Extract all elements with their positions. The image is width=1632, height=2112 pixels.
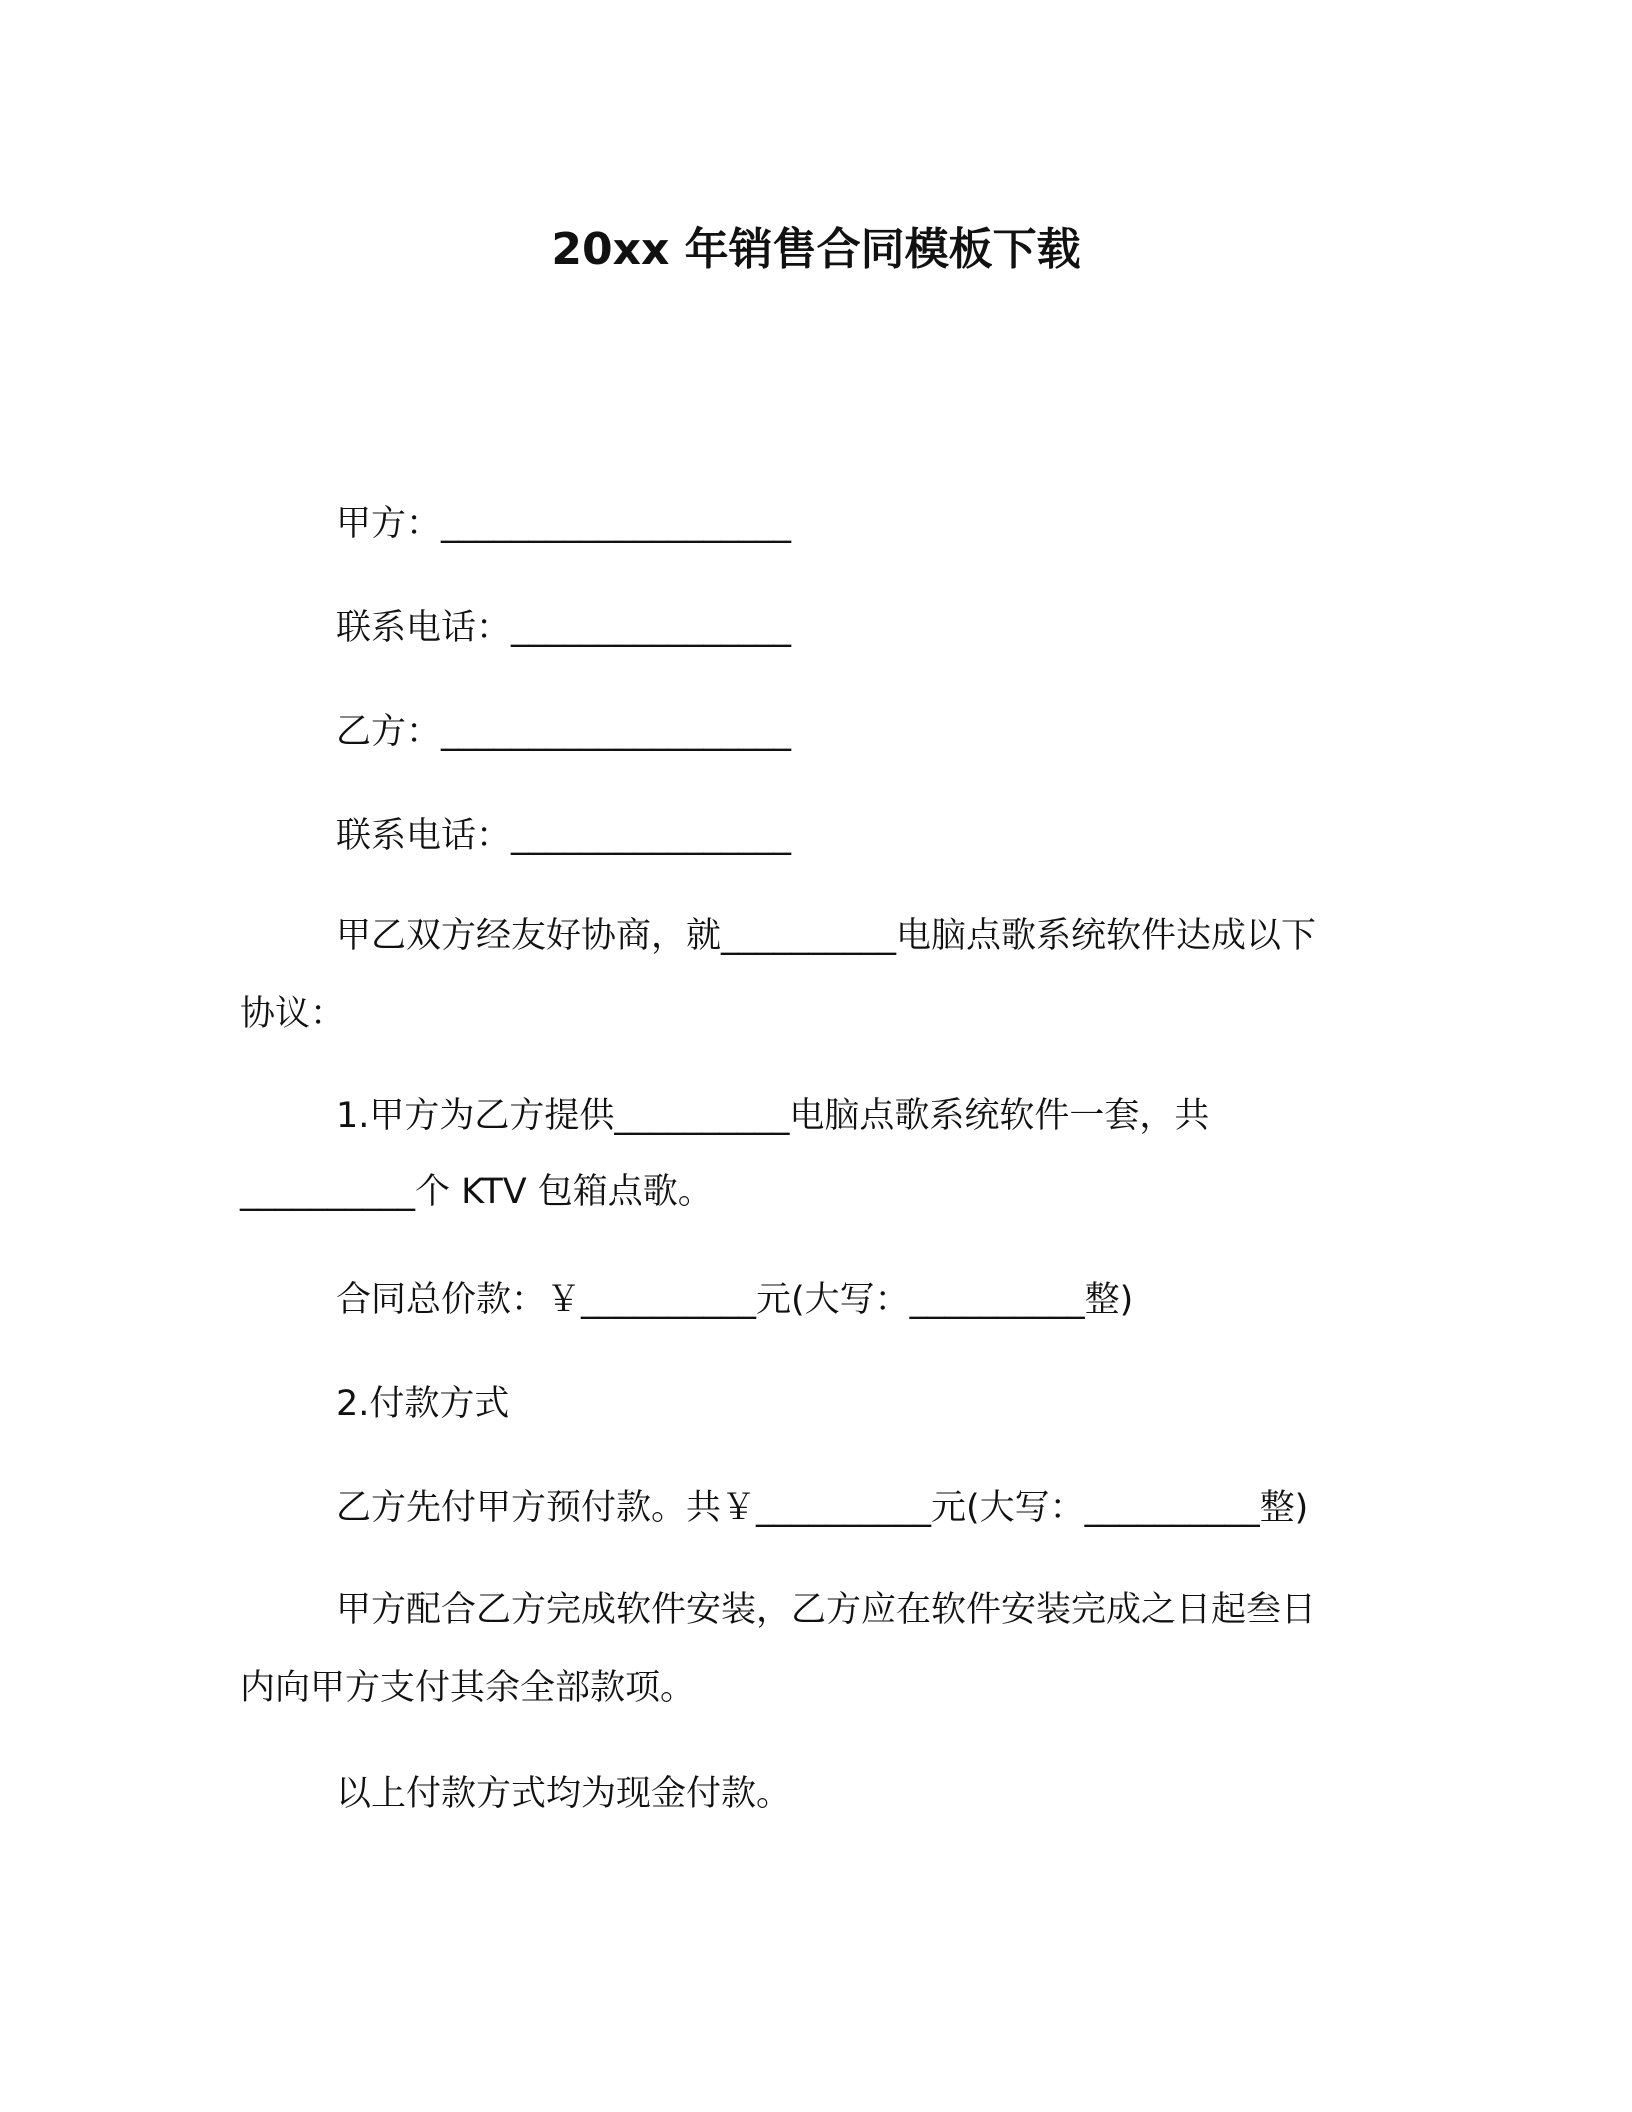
total-price-line: 合同总价款：￥__________元(大写：__________整) [336, 1280, 1134, 1320]
party-b-phone-line: 联系电话：________________ [336, 816, 792, 856]
agreement-intro-line-2: 协议： [240, 994, 346, 1034]
installation-line-2: 内向甲方支付其余全部款项。 [240, 1668, 696, 1708]
prepayment-line: 乙方先付甲方预付款。共￥__________元(大写：__________整) [336, 1488, 1309, 1528]
cash-payment-line: 以上付款方式均为现金付款。 [336, 1774, 792, 1814]
clause-2-heading: 2.付款方式 [336, 1384, 510, 1424]
document-title: 20xx 年销售合同模板下载 [551, 224, 1081, 275]
installation-line-1: 甲方配合乙方完成软件安装，乙方应在软件安装完成之日起叁日 [336, 1590, 1317, 1630]
party-a-phone-line: 联系电话：________________ [336, 608, 792, 648]
clause-1-line-2: __________个 KTV 包箱点歌。 [240, 1172, 713, 1212]
agreement-intro-line-1: 甲乙双方经友好协商，就__________电脑点歌系统软件达成以下 [336, 916, 1317, 956]
party-a-line: 甲方：____________________ [336, 504, 792, 544]
party-b-line: 乙方：____________________ [336, 712, 792, 752]
clause-1-line-1: 1.甲方为乙方提供__________电脑点歌系统软件一套，共 [336, 1096, 1210, 1136]
